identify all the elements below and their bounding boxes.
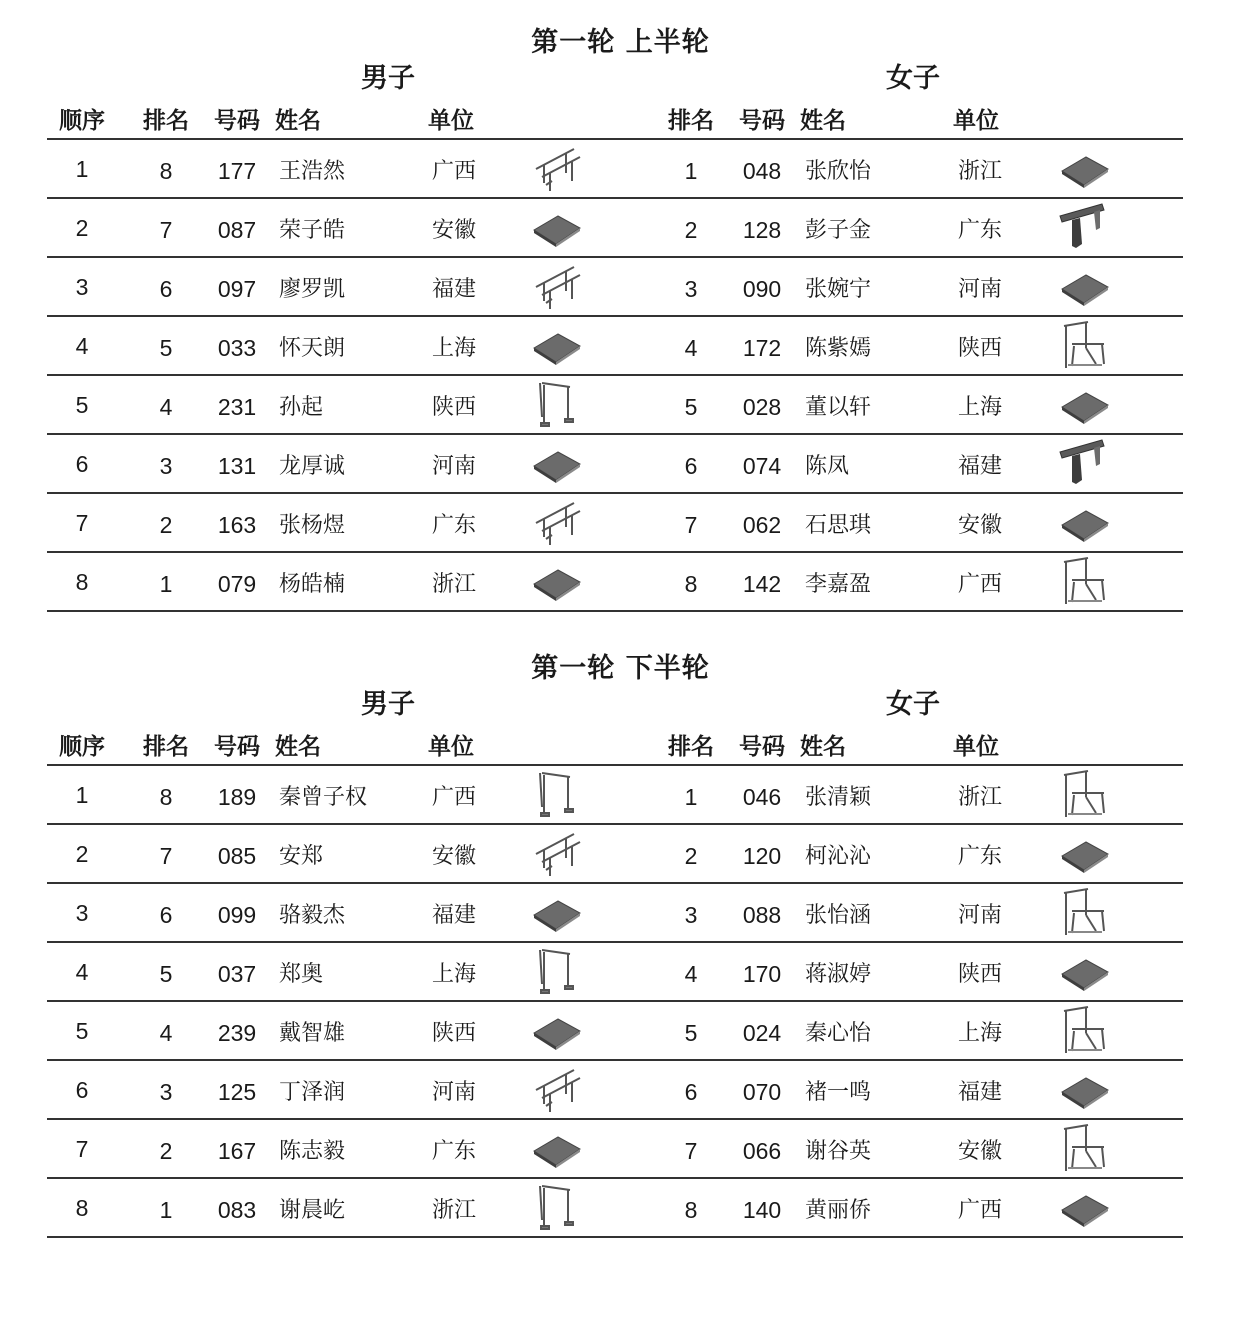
header-name: 姓名 [275, 108, 321, 134]
row-divider [47, 882, 1183, 884]
unit-cell: 安徽 [432, 844, 477, 869]
women-rank-cell: 3 [684, 276, 698, 302]
athlete-name: 怀天朗 [279, 336, 346, 361]
rank-cell: 5 [159, 335, 173, 361]
order-cell: 5 [75, 1018, 89, 1044]
athlete-name: 戴智雄 [279, 1021, 346, 1046]
number-cell: 177 [217, 158, 257, 184]
header-number: 号码 [214, 108, 260, 134]
unit-cell: 广东 [432, 513, 477, 538]
women-unit-cell: 广西 [958, 572, 1003, 597]
header-women-rank: 排名 [668, 734, 714, 760]
header-name: 姓名 [275, 734, 321, 760]
parallel-bars-icon [530, 495, 584, 549]
rank-cell: 6 [159, 276, 173, 302]
header-unit: 单位 [428, 108, 474, 134]
row-divider [47, 1059, 1183, 1061]
rank-cell: 6 [159, 902, 173, 928]
women-athlete-name: 褚一鸣 [805, 1080, 872, 1105]
rank-cell: 8 [159, 158, 173, 184]
row-divider [47, 1236, 1183, 1238]
women-unit-cell: 河南 [958, 903, 1003, 928]
women-athlete-name: 黄丽侨 [805, 1198, 872, 1223]
floor-mat-icon [530, 1003, 584, 1057]
women-athlete-name: 陈紫嫣 [805, 336, 872, 361]
women-unit-cell: 福建 [958, 1080, 1003, 1105]
order-cell: 3 [75, 900, 89, 926]
rank-cell: 7 [159, 217, 173, 243]
women-number-cell: 142 [742, 571, 782, 597]
unit-cell: 浙江 [432, 572, 477, 597]
women-unit-cell: 广东 [958, 844, 1003, 869]
header-women-name: 姓名 [800, 108, 846, 134]
rank-cell: 2 [159, 1138, 173, 1164]
women-rank-cell: 3 [684, 902, 698, 928]
women-rank-cell: 4 [684, 335, 698, 361]
men-group-title: 男子 [361, 63, 415, 94]
women-athlete-name: 张欣怡 [805, 159, 872, 184]
men-group-title: 男子 [361, 689, 415, 720]
order-cell: 4 [75, 959, 89, 985]
women-rank-cell: 2 [684, 217, 698, 243]
women-athlete-name: 谢谷英 [805, 1139, 872, 1164]
unit-cell: 浙江 [432, 1198, 477, 1223]
rank-cell: 7 [159, 843, 173, 869]
number-cell: 125 [217, 1079, 257, 1105]
header-women-unit: 单位 [953, 108, 999, 134]
women-number-cell: 048 [742, 158, 782, 184]
women-unit-cell: 安徽 [958, 513, 1003, 538]
women-rank-cell: 1 [684, 784, 698, 810]
number-cell: 131 [217, 453, 257, 479]
women-athlete-name: 陈凤 [805, 454, 850, 479]
order-cell: 2 [75, 215, 89, 241]
women-athlete-name: 张怡涵 [805, 903, 872, 928]
order-cell: 7 [75, 510, 89, 536]
athlete-name: 廖罗凯 [279, 277, 346, 302]
header-order: 顺序 [59, 108, 105, 134]
number-cell: 231 [217, 394, 257, 420]
number-cell: 163 [217, 512, 257, 538]
number-cell: 097 [217, 276, 257, 302]
floor-mat-icon [1058, 944, 1112, 998]
women-group-title: 女子 [886, 689, 940, 720]
row-divider [47, 315, 1183, 317]
rank-cell: 3 [159, 1079, 173, 1105]
row-divider [47, 492, 1183, 494]
women-athlete-name: 石思琪 [805, 513, 872, 538]
unit-cell: 广西 [432, 159, 477, 184]
women-unit-cell: 广西 [958, 1198, 1003, 1223]
women-number-cell: 170 [742, 961, 782, 987]
athlete-name: 谢晨屹 [279, 1198, 346, 1223]
women-number-cell: 066 [742, 1138, 782, 1164]
row-divider [47, 1177, 1183, 1179]
floor-mat-icon [1058, 259, 1112, 313]
floor-mat-icon [530, 200, 584, 254]
uneven-bars-icon [1058, 885, 1112, 939]
order-cell: 3 [75, 274, 89, 300]
unit-cell: 陕西 [432, 395, 477, 420]
women-rank-cell: 4 [684, 961, 698, 987]
floor-mat-icon [530, 885, 584, 939]
women-unit-cell: 浙江 [958, 159, 1003, 184]
row-divider [47, 1118, 1183, 1120]
parallel-bars-icon [530, 1062, 584, 1116]
row-divider [47, 197, 1183, 199]
number-cell: 083 [217, 1197, 257, 1223]
order-cell: 1 [75, 156, 89, 182]
women-athlete-name: 蒋淑婷 [805, 962, 872, 987]
header-unit: 单位 [428, 734, 474, 760]
number-cell: 085 [217, 843, 257, 869]
header-women-unit: 单位 [953, 734, 999, 760]
women-rank-cell: 1 [684, 158, 698, 184]
women-athlete-name: 柯沁沁 [805, 844, 872, 869]
women-number-cell: 088 [742, 902, 782, 928]
header-women-rank: 排名 [668, 108, 714, 134]
row-divider [47, 823, 1183, 825]
floor-mat-icon [1058, 1180, 1112, 1234]
unit-cell: 福建 [432, 903, 477, 928]
row-divider [47, 374, 1183, 376]
women-athlete-name: 董以轩 [805, 395, 872, 420]
athlete-name: 陈志毅 [279, 1139, 346, 1164]
number-cell: 189 [217, 784, 257, 810]
unit-cell: 陕西 [432, 1021, 477, 1046]
order-cell: 6 [75, 1077, 89, 1103]
unit-cell: 上海 [432, 336, 477, 361]
athlete-name: 郑奥 [279, 962, 324, 987]
unit-cell: 河南 [432, 454, 477, 479]
balance-beam-icon [1058, 200, 1112, 254]
women-rank-cell: 7 [684, 512, 698, 538]
women-number-cell: 074 [742, 453, 782, 479]
parallel-bars-icon [530, 259, 584, 313]
floor-mat-icon [530, 436, 584, 490]
row-divider [47, 610, 1183, 612]
floor-mat-icon [530, 554, 584, 608]
header-number: 号码 [214, 734, 260, 760]
women-rank-cell: 8 [684, 1197, 698, 1223]
women-athlete-name: 秦心怡 [805, 1021, 872, 1046]
women-number-cell: 028 [742, 394, 782, 420]
order-cell: 1 [75, 782, 89, 808]
floor-mat-icon [1058, 495, 1112, 549]
rank-cell: 5 [159, 961, 173, 987]
women-rank-cell: 2 [684, 843, 698, 869]
women-athlete-name: 李嘉盈 [805, 572, 872, 597]
row-divider [47, 138, 1183, 140]
number-cell: 167 [217, 1138, 257, 1164]
women-number-cell: 172 [742, 335, 782, 361]
women-unit-cell: 陕西 [958, 336, 1003, 361]
unit-cell: 安徽 [432, 218, 477, 243]
athlete-name: 王浩然 [279, 159, 346, 184]
number-cell: 099 [217, 902, 257, 928]
athlete-name: 孙起 [279, 395, 324, 420]
women-number-cell: 062 [742, 512, 782, 538]
women-number-cell: 120 [742, 843, 782, 869]
women-unit-cell: 上海 [958, 395, 1003, 420]
parallel-bars-icon [530, 826, 584, 880]
women-rank-cell: 6 [684, 453, 698, 479]
parallel-bars-icon [530, 141, 584, 195]
athlete-name: 安郑 [279, 844, 324, 869]
athlete-name: 张杨煜 [279, 513, 346, 538]
unit-cell: 上海 [432, 962, 477, 987]
women-number-cell: 024 [742, 1020, 782, 1046]
floor-mat-icon [530, 318, 584, 372]
athlete-name: 丁泽润 [279, 1080, 346, 1105]
header-rank: 排名 [143, 108, 189, 134]
women-unit-cell: 上海 [958, 1021, 1003, 1046]
high-bar-icon [530, 1180, 584, 1234]
rank-cell: 1 [159, 1197, 173, 1223]
women-rank-cell: 8 [684, 571, 698, 597]
high-bar-icon [530, 767, 584, 821]
athlete-name: 荣子皓 [279, 218, 346, 243]
uneven-bars-icon [1058, 554, 1112, 608]
athlete-name: 龙厚诚 [279, 454, 346, 479]
floor-mat-icon [1058, 826, 1112, 880]
number-cell: 033 [217, 335, 257, 361]
women-number-cell: 070 [742, 1079, 782, 1105]
row-divider [47, 433, 1183, 435]
women-unit-cell: 安徽 [958, 1139, 1003, 1164]
order-cell: 7 [75, 1136, 89, 1162]
women-rank-cell: 7 [684, 1138, 698, 1164]
rank-cell: 4 [159, 394, 173, 420]
floor-mat-icon [530, 1121, 584, 1175]
order-cell: 5 [75, 392, 89, 418]
women-unit-cell: 陕西 [958, 962, 1003, 987]
uneven-bars-icon [1058, 1121, 1112, 1175]
section-title: 第一轮 上半轮 [531, 27, 710, 58]
athlete-name: 秦曾子权 [279, 785, 368, 810]
row-divider [47, 256, 1183, 258]
row-divider [47, 764, 1183, 766]
number-cell: 037 [217, 961, 257, 987]
women-number-cell: 140 [742, 1197, 782, 1223]
athlete-name: 骆毅杰 [279, 903, 346, 928]
number-cell: 239 [217, 1020, 257, 1046]
women-group-title: 女子 [886, 63, 940, 94]
high-bar-icon [530, 377, 584, 431]
section-title: 第一轮 下半轮 [531, 653, 710, 684]
number-cell: 079 [217, 571, 257, 597]
women-number-cell: 046 [742, 784, 782, 810]
floor-mat-icon [1058, 377, 1112, 431]
floor-mat-icon [1058, 141, 1112, 195]
balance-beam-icon [1058, 436, 1112, 490]
women-unit-cell: 广东 [958, 218, 1003, 243]
uneven-bars-icon [1058, 1003, 1112, 1057]
rank-cell: 4 [159, 1020, 173, 1046]
women-rank-cell: 6 [684, 1079, 698, 1105]
rank-cell: 3 [159, 453, 173, 479]
rank-cell: 2 [159, 512, 173, 538]
women-unit-cell: 浙江 [958, 785, 1003, 810]
header-women-name: 姓名 [800, 734, 846, 760]
women-athlete-name: 彭子金 [805, 218, 872, 243]
order-cell: 8 [75, 569, 89, 595]
order-cell: 6 [75, 451, 89, 477]
rank-cell: 1 [159, 571, 173, 597]
header-women-number: 号码 [739, 734, 785, 760]
header-women-number: 号码 [739, 108, 785, 134]
unit-cell: 福建 [432, 277, 477, 302]
unit-cell: 广东 [432, 1139, 477, 1164]
row-divider [47, 551, 1183, 553]
women-number-cell: 128 [742, 217, 782, 243]
uneven-bars-icon [1058, 318, 1112, 372]
header-order: 顺序 [59, 734, 105, 760]
rank-cell: 8 [159, 784, 173, 810]
unit-cell: 河南 [432, 1080, 477, 1105]
order-cell: 2 [75, 841, 89, 867]
unit-cell: 广西 [432, 785, 477, 810]
women-rank-cell: 5 [684, 394, 698, 420]
row-divider [47, 1000, 1183, 1002]
women-unit-cell: 河南 [958, 277, 1003, 302]
number-cell: 087 [217, 217, 257, 243]
header-rank: 排名 [143, 734, 189, 760]
women-unit-cell: 福建 [958, 454, 1003, 479]
women-athlete-name: 张清颖 [805, 785, 872, 810]
high-bar-icon [530, 944, 584, 998]
row-divider [47, 941, 1183, 943]
uneven-bars-icon [1058, 767, 1112, 821]
order-cell: 4 [75, 333, 89, 359]
women-number-cell: 090 [742, 276, 782, 302]
athlete-name: 杨皓楠 [279, 572, 346, 597]
women-rank-cell: 5 [684, 1020, 698, 1046]
floor-mat-icon [1058, 1062, 1112, 1116]
order-cell: 8 [75, 1195, 89, 1221]
women-athlete-name: 张婉宁 [805, 277, 872, 302]
